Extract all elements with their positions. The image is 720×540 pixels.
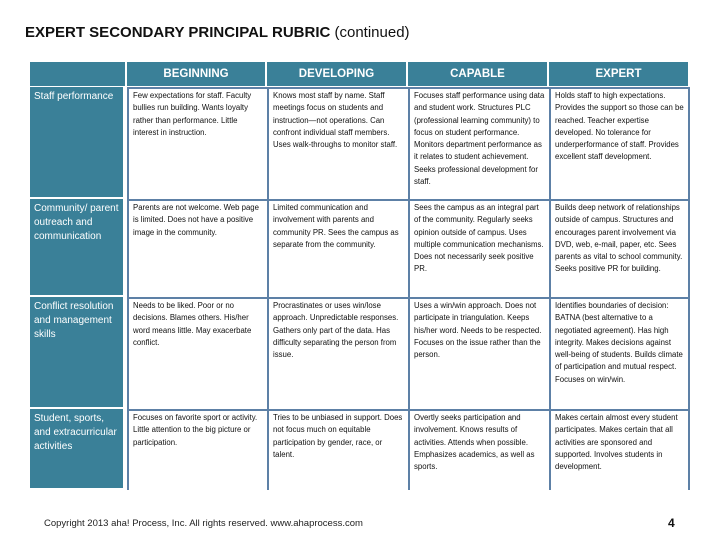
rubric-cell: Knows most staff by name. Staff meetings focus on students and instruction—not operations. Can confront individual staff members. Uses walk-throughs to monitor staff. (267, 87, 408, 199)
rubric-cell: Tries to be unbiased in support. Does not focus much on equitable participation by gender, race, or talent. (267, 409, 408, 490)
rubric-cell: Procrastinates or uses win/lose approach. Unpredictable responses. Gathers only part of the data. Has difficulty separating the person from issue. (267, 297, 408, 409)
copyright-footer: Copyright 2013 aha! Process, Inc. All rights reserved. www.ahaprocess.com (44, 518, 363, 529)
row-label: Community/ parent outreach and communication (30, 199, 123, 295)
rubric-cell: Focuses staff performance using data and student work. Structures PLC (professional learning community) to focus on student performance. Monitors department performance as it relates to student achievement. Seeks professional development for staff. (408, 87, 549, 199)
rubric-cell: Parents are not welcome. Web page is limited. Does not have a positive image in the community. (127, 199, 267, 297)
row-label: Student, sports, and extracurricular activities (30, 409, 123, 488)
page-number: 4 (668, 516, 675, 530)
title-suffix: (continued) (334, 24, 410, 41)
column-header-1: DEVELOPING (267, 62, 406, 86)
row-label: Staff performance (30, 87, 123, 197)
rubric-cell: Uses a win/win approach. Does not participate in triangulation. Keeps his/her word. Needs to be respected. Focuses on the issue rather than the person. (408, 297, 549, 409)
header-corner (30, 62, 125, 86)
rubric-cell: Builds deep network of relationships outside of campus. Structures and encourages parent involvement via DVD, web, e-mail, paper, etc. Sees parents as vital to school community. Seeks positive PR for building. (549, 199, 690, 297)
title-bold: EXPERT SECONDARY PRINCIPAL RUBRIC (25, 24, 331, 41)
rubric-cell: Sees the campus as an integral part of the community. Regularly seeks opinion outside of campus. Uses multiple communication mechanisms. Does not necessarily seek positive PR. (408, 199, 549, 297)
column-header-3: EXPERT (549, 62, 688, 86)
row-label: Conflict resolution and management skills (30, 297, 123, 407)
rubric-cell: Focuses on favorite sport or activity. Little attention to the big picture or participation. (127, 409, 267, 490)
rubric-cell: Overtly seeks participation and involvement. Knows results of activities. Attends when possible. Emphasizes academics, as well as sports. (408, 409, 549, 490)
page-title (25, 24, 410, 41)
rubric-cell: Needs to be liked. Poor or no decisions. Blames others. His/her word means little. May exacerbate conflict. (127, 297, 267, 409)
rubric-cell: Makes certain almost every student participates. Makes certain that all activities are sponsored and supported. Involves students in development. (549, 409, 690, 490)
rubric-cell: Limited communication and involvement with parents and community PR. Sees the campus as separate from the community. (267, 199, 408, 297)
column-header-2: CAPABLE (408, 62, 547, 86)
rubric-cell: Few expectations for staff. Faculty bullies run building. Wants loyalty rather than performance. Little interest in instruction. (127, 87, 267, 199)
rubric-cell: Identifies boundaries of decision: BATNA (best alternative to a negotiated agreement). Has high integrity. Makes decisions against well-being of students. Builds climate of participation and mutual respect. Focuses on win/win. (549, 297, 690, 409)
column-header-0: BEGINNING (127, 62, 265, 86)
rubric-cell: Holds staff to high expectations. Provides the support so those can be reached. Teacher expertise developed. No tolerance for underperformance of staff. Provides excellent staff development. (549, 87, 690, 199)
